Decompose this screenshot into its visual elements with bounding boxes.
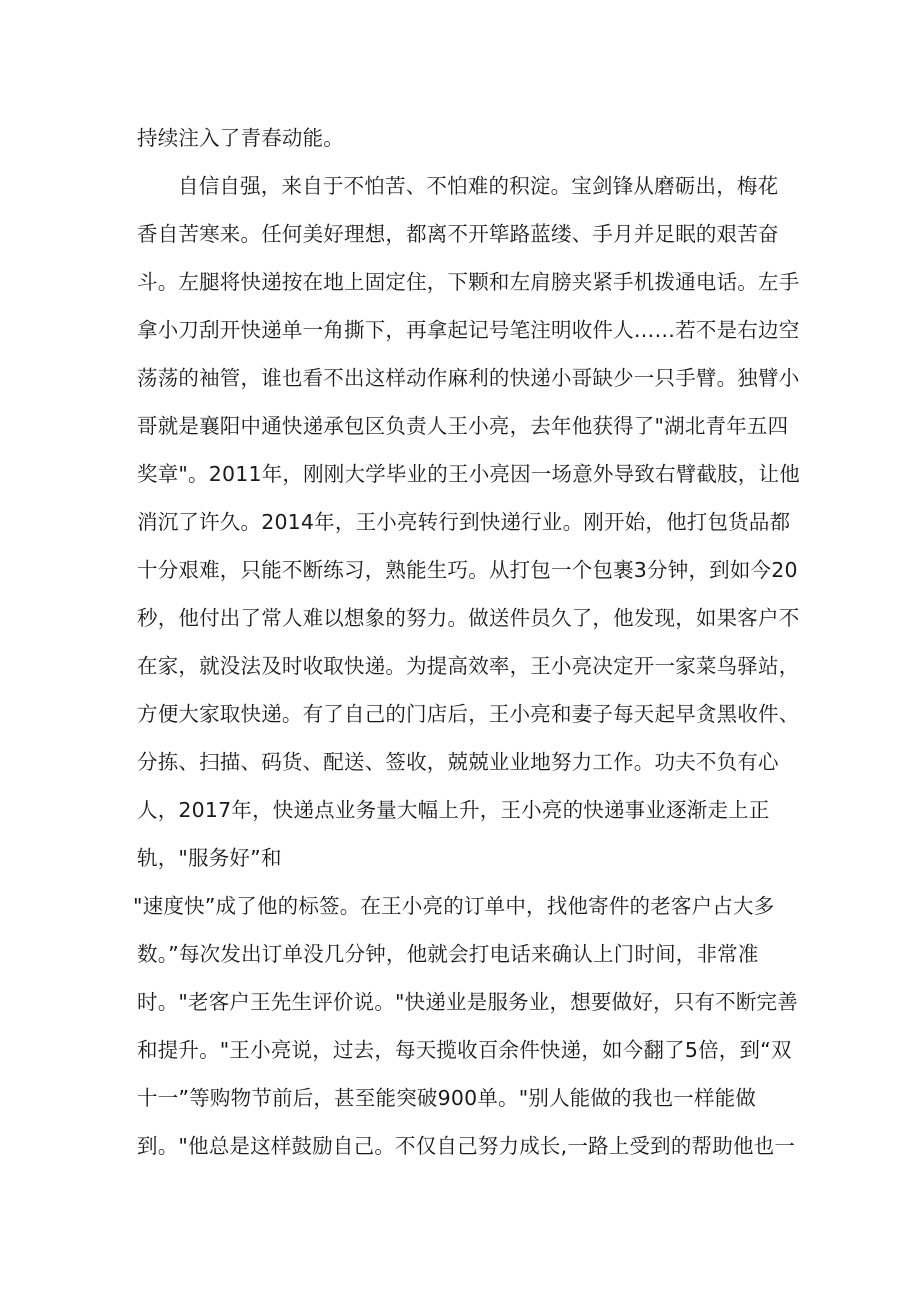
text-line: 荡荡的袖管，谁也看不出这样动作麻利的快递小哥缺少一只手臂。独臂小 (137, 366, 800, 390)
text-line: 分拣、扫描、码货、配送、签收，兢兢业业地努力工作。功夫不负有心 (137, 750, 779, 774)
text-line: 到。"他总是这样鼓励自己。不仅自己努力成长,一路上受到的帮助他也一 (137, 1134, 796, 1158)
text-line: 哥就是襄阳中通快递承包区负责人王小亮，去年他获得了"湖北青年五四 (137, 414, 789, 438)
text-line: 持续注入了青春动能。 (137, 126, 344, 150)
text-line: 消沉了许久。2014年，王小亮转行到快递行业。刚开始，他打包货品都 (137, 510, 791, 534)
text-line: 奖章"。2011年，刚刚大学毕业的王小亮因一场意外导致右臂截肢，让他 (137, 462, 800, 486)
text-line: "速度快”成了他的标签。在王小亮的订单中，找他寄件的老客户占大多 (133, 894, 775, 918)
text-line: 斗。左腿将快递按在地上固定住，下颗和左肩膀夹紧手机拨通电话。左手 (137, 270, 800, 294)
text-line: 十一”等购物节前后，甚至能突破900单。"别人能做的我也一样能做 (137, 1086, 757, 1110)
text-line: 自信自强，来自于不怕苦、不怕难的积淀。宝剑锋从磨砺出，梅花 (178, 174, 779, 198)
text-line: 方便大家取快递。有了自己的门店后，王小亮和妻子每天起早贪黑收件、 (137, 702, 800, 726)
text-line: 香自苦寒来。任何美好理想，都离不开筚路蓝缕、手月并足眠的艰苦奋 (137, 222, 779, 246)
text-line: 拿小刀刮开快递单一角撕下，再拿起记号笔注明收件人……若不是右边空 (137, 318, 800, 342)
text-line: 时。"老客户王先生评价说。"快递业是服务业，想要做好，只有不断完善 (137, 990, 798, 1014)
text-line: 人，2017年，快递点业务量大幅上升，王小亮的快递事业逐渐走上正 (137, 798, 770, 822)
text-line: 秒，他付出了常人难以想象的努力。做送件员久了，他发现，如果客户不 (137, 606, 800, 630)
text-line: 数。”每次发出订单没几分钟，他就会打电话来确认上门时间，非常准 (137, 942, 759, 966)
text-line: 在家，就没法及时收取快递。为提高效率，王小亮决定开一家菜鸟驿站， (137, 654, 800, 678)
text-line: 十分艰难，只能不断练习，熟能生巧。从打包一个包裹3分钟，到如今20 (137, 558, 798, 582)
text-line: 和提升。"王小亮说，过去，每天揽收百余件快递，如今翻了5倍，到“双 (137, 1038, 792, 1062)
text-line: 轨，"服务好”和 (137, 846, 282, 870)
